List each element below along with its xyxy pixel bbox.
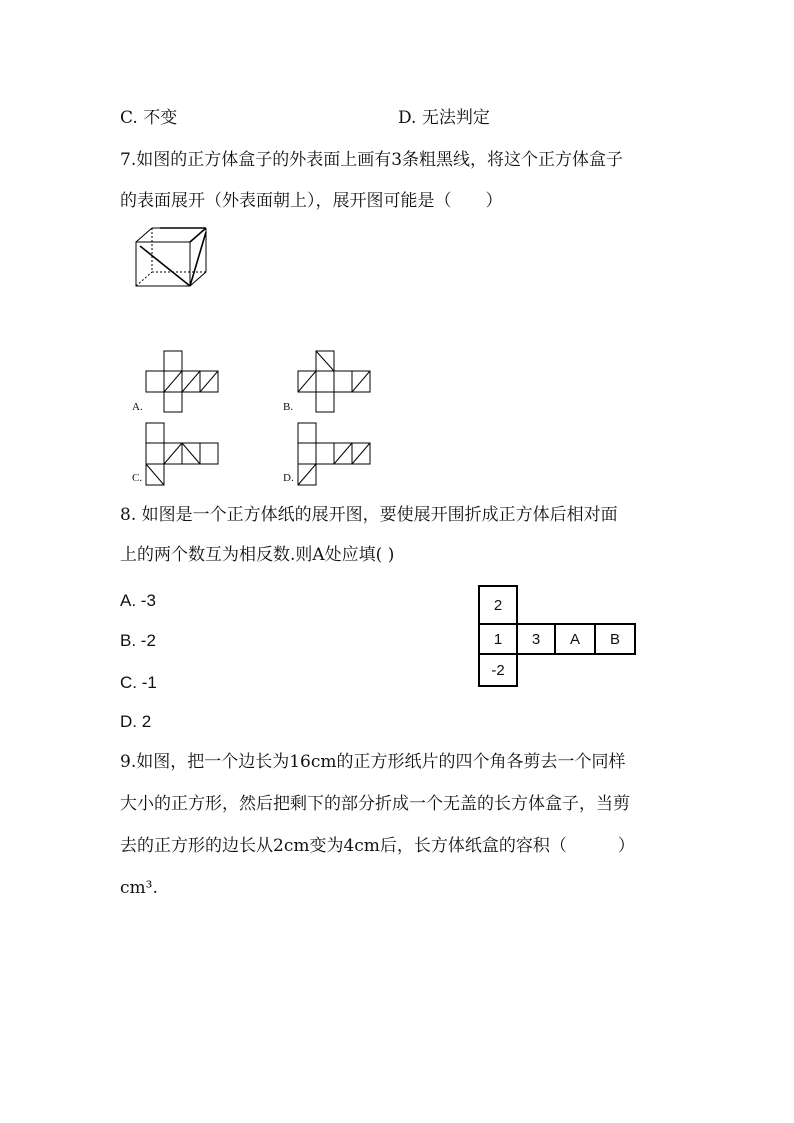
q9-text-line4: cm³. [120,878,158,898]
net-cell-b: B [594,623,636,655]
q9-text-line2: 大小的正方形，然后把剩下的部分折成一个无盖的长方体盒子，当剪 [120,794,630,814]
q7-net-c [145,422,225,488]
net-cell-a: A [554,623,596,655]
q8-option-b: B. -2 [120,631,156,650]
net-cell-1: 1 [478,623,518,655]
net-cell-3: 3 [516,623,556,655]
q9-text-line1: 9.如图，把一个边长为16cm的正方形纸片的四个角各剪去一个同样 [120,752,626,772]
q7-text-line2: 的表面展开（外表面朝上），展开图可能是（ ） [120,191,503,211]
q7-text-line1: 7.如图的正方体盒子的外表面上画有3条粗黑线，将这个正方体盒子 [120,150,624,170]
q8-text-line1: 8. 如图是一个正方体纸的展开图，要使展开围折成正方体后相对面 [120,505,618,525]
q7-label-a: A. [132,401,143,413]
q8-option-d: D. 2 [120,712,152,731]
cube-figure [130,224,210,290]
q7-net-b [297,350,377,414]
q6-option-d: D. 无法判定 [398,108,490,128]
q7-net-d [297,422,377,488]
net-cell-top: 2 [478,585,518,625]
q7-net-a [145,350,225,414]
q7-label-b: B. [283,401,294,413]
q7-label-c: C. [132,472,143,484]
q8-option-a: A. -3 [120,591,156,610]
q7-label-d: D. [283,472,294,484]
q9-text-line3: 去的正方形的边长从2cm变为4cm后，长方体纸盒的容积（ ） [120,836,635,856]
net-cell-bottom: -2 [478,653,518,687]
q6-option-c: C. 不变 [120,108,178,128]
q8-text-line2: 上的两个数互为相反数.则A处应填( ) [120,545,395,565]
q8-option-c: C. -1 [120,673,157,692]
